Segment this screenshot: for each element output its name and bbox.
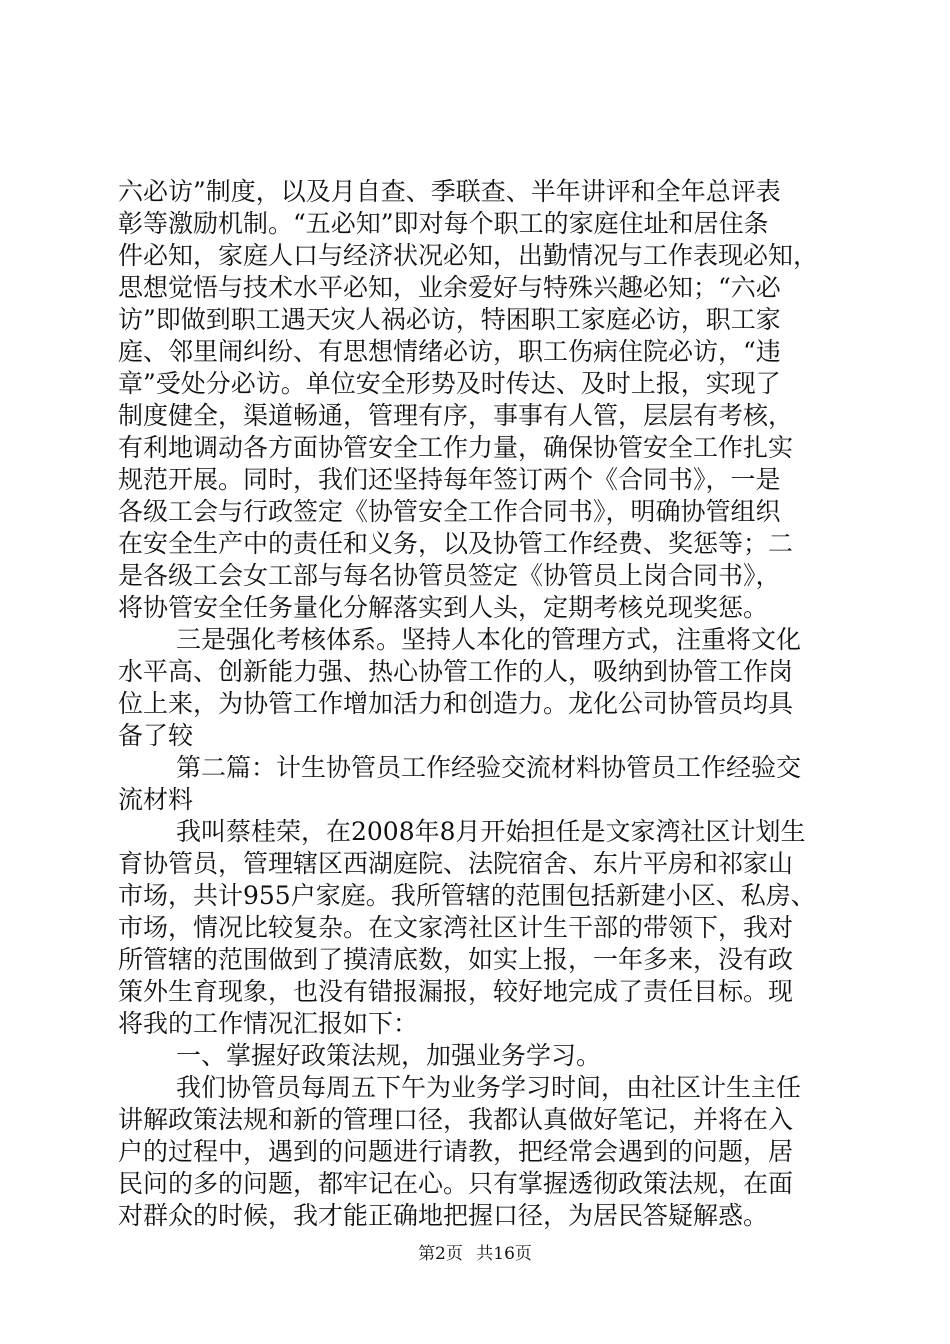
text-line: 备了较	[118, 721, 194, 750]
text-line: 思想觉悟与技术水平必知，业余爱好与特殊兴趣必知；“六必	[118, 273, 781, 302]
text-line: 庭、邻里闹纠纷、有思想情绪必访，职工伤病住院必访，“违	[118, 337, 781, 366]
subheading-line: 一、掌握好政策法规，加强业务学习。	[176, 1041, 602, 1070]
paragraph-start-line: 三是强化考核体系。坚持人本化的管理方式，注重将文化	[176, 625, 802, 654]
text-line: 育协管员，管理辖区西湖庭院、法院宿舍、东片平房和祁家山	[118, 849, 794, 878]
text-line: 六必访”制度，以及月自查、季联查、半年讲评和全年总评表	[118, 177, 781, 206]
text-line: 市场，共计955户家庭。我所管辖的范围包括新建小区、私房、	[118, 881, 816, 910]
text-line: 访”即做到职工遇天灾人祸必访，特困职工家庭必访，职工家	[118, 305, 781, 334]
text-line: 有利地调动各方面协管安全工作力量，确保协管安全工作扎实	[118, 433, 794, 462]
text-line: 将协管安全任务量化分解落实到人头，定期考核兑现奖惩。	[118, 593, 769, 622]
page-number: 第2页	[418, 1244, 463, 1264]
text-line: 规范开展。同时，我们还坚持每年签订两个《合同书》，一是	[118, 465, 781, 494]
text-line: 制度健全，渠道畅通，管理有序，事事有人管，层层有考核，	[118, 401, 794, 430]
text-line: 民问的多的问题，都牢记在心。只有掌握透彻政策法规，在面	[118, 1169, 794, 1198]
page-footer	[0, 1243, 950, 1265]
text-line: 件必知，家庭人口与经济状况必知，出勤情况与工作表现必知，	[118, 241, 819, 270]
text-line: 将我的工作情况汇报如下：	[118, 1009, 419, 1038]
text-line: 讲解政策法规和新的管理口径，我都认真做好笔记，并将在入	[118, 1105, 794, 1134]
text-line: 章”受处分必访。单位安全形势及时传达、及时上报，实现了	[118, 369, 781, 398]
text-line: 在安全生产中的责任和义务，以及协管工作经费、奖惩等；二	[118, 529, 794, 558]
section-heading-line: 流材料	[118, 785, 194, 814]
paragraph-start-line: 我叫蔡桂荣，在2008年8月开始担任是文家湾社区计划生	[176, 817, 806, 846]
text-line: 策外生育现象，也没有错报漏报，较好地完成了责任目标。现	[118, 977, 794, 1006]
page-total: 共16页	[476, 1244, 532, 1264]
paragraph-start-line: 我们协管员每周五下午为业务学习时间，由社区计生主任	[176, 1073, 802, 1102]
text-line: 水平高、创新能力强、热心协管工作的人，吸纳到协管工作岗	[118, 657, 794, 686]
text-line: 户的过程中，遇到的问题进行请教，把经常会遇到的问题，居	[118, 1137, 794, 1166]
text-line: 各级工会与行政签定《协管安全工作合同书》，明确协管组织	[118, 497, 781, 526]
text-line: 所管辖的范围做到了摸清底数，如实上报，一年多来，没有政	[118, 945, 794, 974]
section-heading-line: 第二篇：计生协管员工作经验交流材料协管员工作经验交	[176, 753, 802, 782]
text-line: 彰等激励机制。“五必知”即对每个职工的家庭住址和居住条	[118, 209, 769, 238]
text-line: 对群众的时候，我才能正确地把握口径，为居民答疑解惑。	[118, 1201, 769, 1230]
document-body	[118, 176, 838, 1232]
text-line: 位上来，为协管工作增加活力和创造力。龙化公司协管员均具	[118, 689, 794, 718]
text-line: 是各级工会女工部与每名协管员签定《协管员上岗合同书》，	[118, 561, 781, 590]
text-line: 市场，情况比较复杂。在文家湾社区计生干部的带领下，我对	[118, 913, 794, 942]
